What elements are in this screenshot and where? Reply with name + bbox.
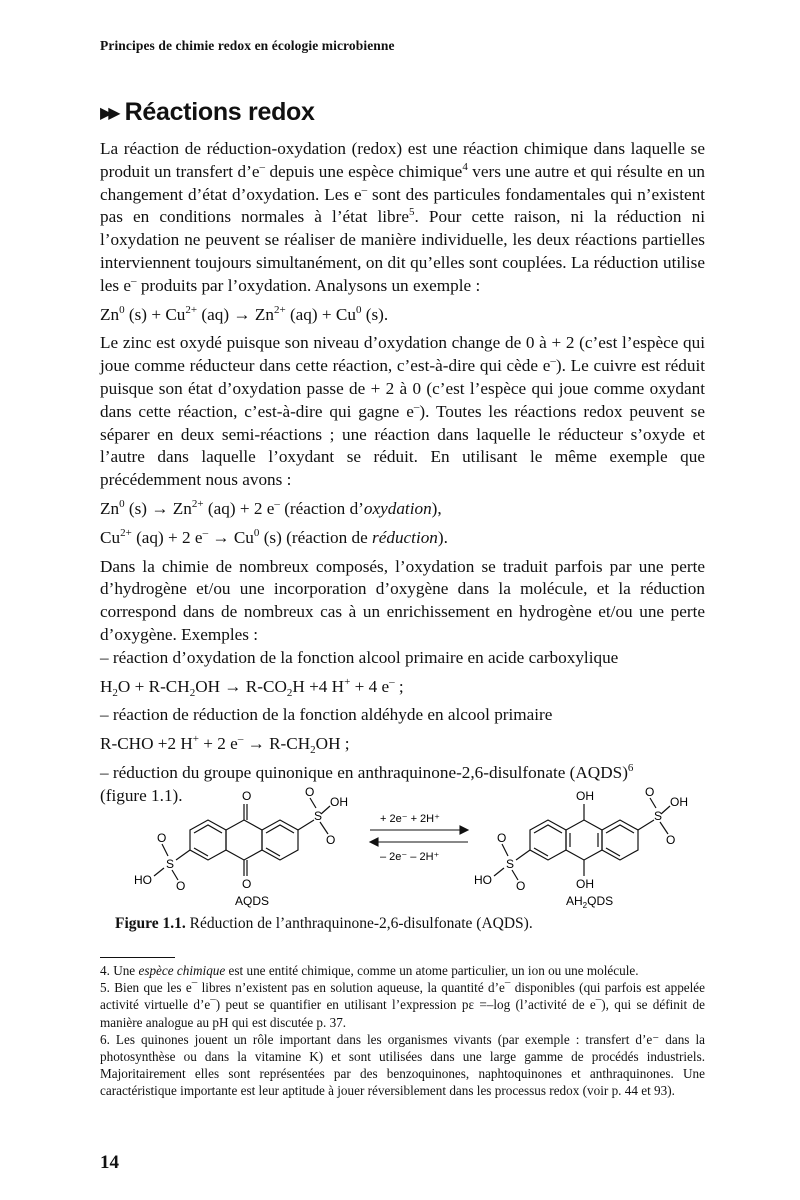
aqds-label: AQDS	[235, 894, 270, 908]
page-number: 14	[100, 1152, 119, 1173]
ah2qds-atom-s-left: S	[506, 857, 515, 871]
paragraph-compounds: Dans la chimie de nombreux composés, l’oxydation se traduit parfois par une perte d’hydrogène et/ou une incorporation d’oxygène dans la molécule, et la réduction correspond dans de nombreux cas à un enrichissement en hydrogène et/ou une perte d’oxygène. Exemples :	[100, 556, 705, 644]
paragraph-intro: La réaction de réduction-oxydation (redox) est une réaction chimique dans laquelle se produit un transfert d’e– depuis une espèce chimique$^4$ vers une autre et qui résulte en un changement d’état d’oxydation. Les e– sont des particules fondamentales qui n’existent pas en conditions normales à l’état libre$^5$. Pour cette raison, ni la réduction ni l’oxydation ne peuvent se réaliser de manière individuelle, les deux réactions partielles interviennent toujours simultanément, on dit qu’elles sont couplées. La réduction utilise les e– produits par l’oxydation. Analysons un exemple :	[100, 139, 705, 295]
reverse-condition: – 2e⁻ – 2H⁺	[380, 851, 440, 863]
ah2qds-atom-oh-top: OH	[576, 789, 594, 803]
aqds-atom-o-top: O	[242, 789, 252, 803]
equation-reduction: $Cu^{2+}$ (aq) + 2 $e^- \to Cu^0$ (s) (réaction de réduction).	[100, 526, 448, 547]
equation-zn-cu: Zn$^0$ $(s) + Cu^{2+}$ $(aq) \to Zn^{2+}$ $(aq) + Cu^0$ (s).	[100, 303, 389, 324]
footnote-ref-5: 5	[409, 206, 415, 219]
ah2qds-atom-oh-bottom: OH	[576, 877, 594, 891]
footnote-5: 5. Bien que les e– libres n’existent pas en solution aqueuse, la quantité d’e– disponibles (qui parfois est appelée activité virtuelle d’e–) peut se quantifier en utilisant l’expression pε =–log (l’activité de e–), qui se définit de manière analogue au pH qui est discutée p. 37.	[100, 976, 706, 1030]
footnote-6: 6. Les quinones jouent un rôle important dans les organismes vivants (par exemple : transfert d’e⁻ dans la photosynthèse ou dans la vitamine K) et sont utilisées dans une large gamme de procédés industriels. Majoritairement elles sont représentées par des benzoquinones, naphtoquinones et anthraquinones. Une caractéristique importante est leur aptitude à jouer réversiblement dans les processus redox (voir p. 44 et 93).	[100, 1031, 705, 1099]
footnote-4: 4. Une espèce chimique est une entité chimique, comme un atome particulier, un ion ou une molécule.	[100, 963, 639, 978]
footnote-ref-4: 4	[462, 160, 468, 173]
equilibrium-arrows	[370, 826, 468, 846]
ah2qds-atom-o-left-top: O	[497, 831, 507, 845]
list-item-alcohol-oxidation: – réaction d’oxydation de la fonction alcool primaire en acide carboxylique	[100, 647, 619, 667]
list-item-aqds: – réduction du groupe quinonique en anthraquinone-2,6-disulfonate (AQDS)$^6$ (figure 1.1).	[100, 761, 634, 805]
aqds-atom-s-left: S	[166, 857, 175, 871]
footnote-divider	[100, 957, 175, 958]
aqds-atom-s-right: S	[314, 809, 323, 823]
section-title: Réactions redox	[124, 98, 315, 126]
section-heading	[100, 98, 315, 127]
aqds-atom-o-right-top: O	[305, 785, 315, 799]
list-item-aldehyde-reduction: – réaction de réduction de la fonction aldéhyde en alcool primaire	[100, 705, 553, 725]
ah2qds-label: $AH_2QDS$	[566, 894, 614, 910]
aqds-structure	[154, 798, 330, 880]
aqds-atom-ho-left: HO	[134, 873, 152, 887]
aqds-atom-oh-right: OH	[330, 795, 348, 809]
figure-aqds-reduction	[130, 780, 690, 910]
paragraph-zinc: Le zinc est oxydé puisque son niveau d’oxydation change de 0 à + 2 (c’est l’espèce qui joue comme réducteur dans cette réaction, c’est-à-dire qui cède e–). Le cuivre est réduit puisque son état d’oxydation passe de + 2 à 0 (c’est l’espèce qui joue comme oxydant dans cette réaction, c’est-à-dire qui gagne e–). Toutes les réactions redox peuvent se séparer en deux semi-réactions ; une réaction dans laquelle le réducteur s’oxyde et l’autre dans laquelle l’oxydant se réduit. En utilisant le même exemple que précédemment nous avons :	[100, 333, 705, 490]
aqds-atom-o-bottom: O	[242, 877, 252, 891]
running-head: Principes de chimie redox en écologie microbienne	[100, 38, 395, 53]
ah2qds-atom-o-right-bottom: O	[666, 833, 676, 847]
footnotes	[100, 962, 705, 1100]
ah2qds-atom-s-right: S	[654, 809, 663, 823]
body-text	[100, 138, 705, 808]
ah2qds-atom-ho-left: HO	[474, 873, 492, 887]
forward-condition: + 2e⁻ + 2H⁺	[380, 813, 440, 825]
ah2qds-atom-o-right-top: O	[645, 785, 655, 799]
double-arrow-icon: ▶▶	[100, 104, 117, 122]
equation-alcohol: $H_2O + R-CH_2OH \to R-CO_2H +4$ H+ + 4 e– ;	[100, 675, 404, 699]
figure-caption: Figure 1.1. Réduction de l’anthraquinone-2,6-disulfonate (AQDS).	[115, 915, 533, 932]
ah2qds-structure	[494, 798, 670, 880]
ah2qds-atom-oh-right: OH	[670, 795, 688, 809]
footnote-ref-6: 6	[627, 761, 634, 774]
aqds-atom-o-right-bottom: O	[326, 833, 336, 847]
ah2qds-atom-o-left-bottom: O	[516, 879, 526, 893]
aqds-atom-o-left-bottom: O	[176, 879, 186, 893]
aqds-atom-o-left-top: O	[157, 831, 167, 845]
equation-aldehyde: R-CHO +2 H+ + 2 $e^- \to R-CH_2OH$ ;	[100, 733, 350, 757]
equation-oxidation: Zn$^0$ $(s) \to Zn^{2+}$ (aq) + 2 e– (réaction d’oxydation),	[100, 497, 442, 518]
